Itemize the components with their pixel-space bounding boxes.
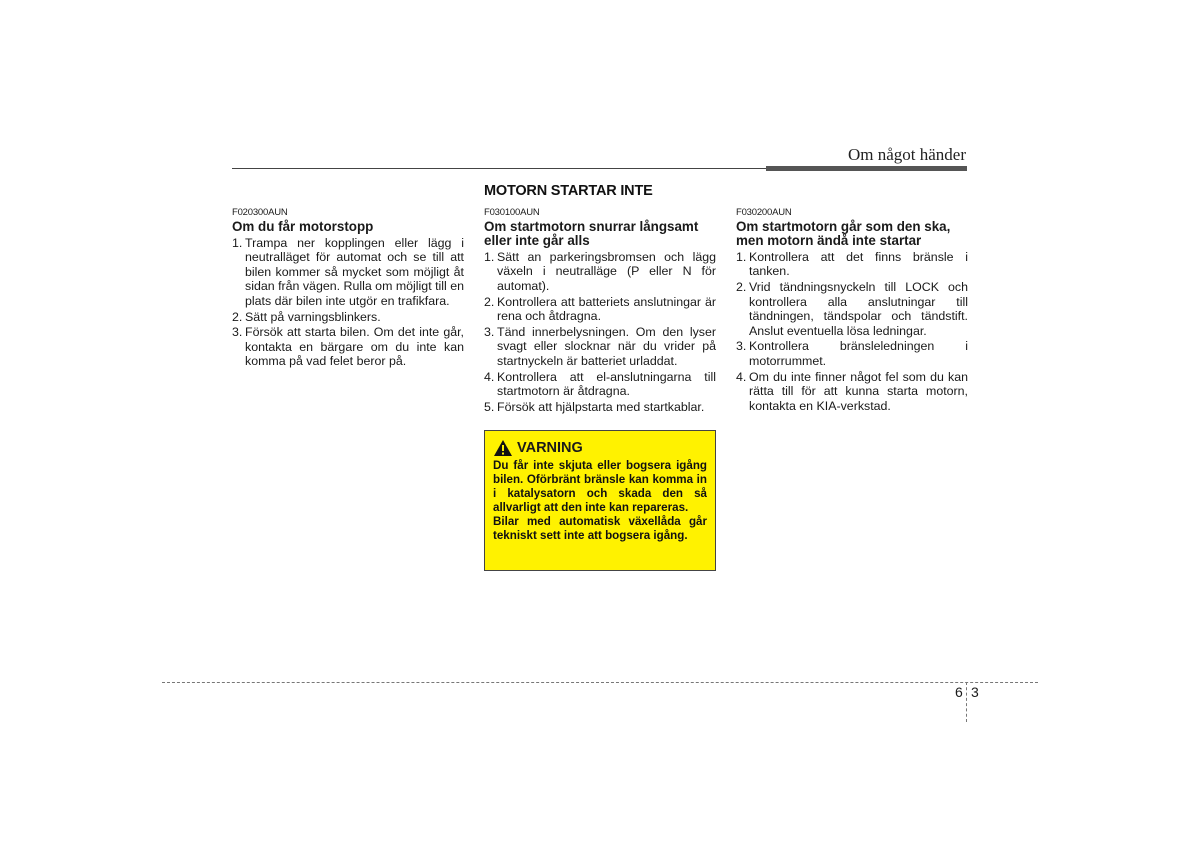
step-number: 4. <box>736 369 747 384</box>
list-item <box>736 280 968 338</box>
step-number: 3. <box>232 325 243 340</box>
step-number: 4. <box>484 369 495 384</box>
header-title: Om något händer <box>847 145 966 164</box>
column-engine-stall <box>232 207 464 370</box>
section-title: MOTORN STARTAR INTE <box>484 183 653 199</box>
step-text: Om du inte finner något fel som du kan rätta till för att kunna starta motorn, kontakta en KIA-verkstad. <box>749 369 968 413</box>
list-item <box>484 400 716 414</box>
steps-list <box>736 250 968 413</box>
list-item <box>232 310 464 324</box>
step-text: Kontrollera att det finns bränsle i tanken. <box>749 250 968 279</box>
list-item <box>484 250 716 293</box>
list-item <box>484 325 716 368</box>
section-code: F030200AUN <box>736 207 792 218</box>
warning-box <box>484 430 716 571</box>
step-text: Sätt an parkeringsbromsen och lägg växeln i neutralläge (P eller N för automat). <box>497 250 716 293</box>
step-text: Försök att starta bilen. Om det inte går, kontakta en bärgare om du inte kan komma på vad felet beror på. <box>245 325 464 369</box>
step-text: Försök att hjälpstarta med startkablar. <box>497 400 705 415</box>
list-item <box>484 370 716 399</box>
subsection-heading: Om startmotorn snurrar långsamt eller inte går alls <box>484 219 699 248</box>
section-code: F030100AUN <box>484 207 540 218</box>
subsection-heading: Om du får motorstopp <box>232 219 374 234</box>
step-number: 1. <box>232 236 243 250</box>
step-text: Vrid tändningsnyckeln till LOCK och kontrollera alla anslutningar till tändningen, tändspolar och tändstift. Anslut eventuella lösa ledningar. <box>749 280 968 338</box>
step-number: 2. <box>736 280 747 295</box>
warning-triangle-icon <box>493 439 513 457</box>
page-chapter: 6 <box>955 684 963 700</box>
steps-list <box>484 250 716 414</box>
step-number: 3. <box>484 325 495 340</box>
step-number: 5. <box>484 400 495 415</box>
step-number: 1. <box>484 250 495 264</box>
header-bar <box>766 166 967 171</box>
step-number: 2. <box>232 309 243 324</box>
step-text: Sätt på varningsblinkers. <box>245 309 381 324</box>
list-item <box>484 295 716 324</box>
step-text: Kontrollera att el-anslutningarna till startmotorn är åtdragna. <box>497 369 716 399</box>
column-starter-slow <box>484 207 716 416</box>
steps-list <box>232 236 464 369</box>
page-divider <box>966 682 967 722</box>
warning-header <box>493 439 707 457</box>
step-number: 2. <box>484 294 495 309</box>
page-number: 3 <box>971 684 979 700</box>
list-item <box>736 370 968 413</box>
step-number: 1. <box>736 250 747 264</box>
step-text: Trampa ner kopplingen eller lägg i neutralläget för automat och se till att bilen kommer så mycket som möjligt åt sidan från vägen. Rulla om möjligt till en plats där bilen inte utgör en trafikfara. <box>245 236 465 308</box>
step-text: Kontrollera bränsleledningen i motorrummet. <box>749 339 968 368</box>
subsection-heading: Om startmotorn går som den ska, men motorn ändå inte startar <box>736 219 951 248</box>
column-engine-no-start <box>736 207 968 414</box>
step-text: Tänd innerbelysningen. Om den lyser svagt eller slocknar när du vrider på startnyckeln är batteriet urladdat. <box>497 325 716 368</box>
section-code: F020300AUN <box>232 207 288 218</box>
step-number: 3. <box>736 339 747 354</box>
warning-text: Du får inte skjuta eller bogsera igång bilen. Oförbränt bränsle kan komma in i katalysatorn och skada den så allvarligt att den inte kan repareras. <box>493 459 707 514</box>
list-item <box>232 325 464 368</box>
list-item <box>736 339 968 368</box>
warning-text-automatic: Bilar med automatisk växellåda går tekniskt sett inte att bogsera igång. <box>493 515 707 542</box>
step-text: Kontrollera att batteriets anslutningar är rena och åtdragna. <box>497 294 716 324</box>
list-item <box>232 236 464 308</box>
footer-rule <box>162 682 1038 683</box>
list-item <box>736 250 968 279</box>
warning-title: VARNING <box>517 440 583 456</box>
